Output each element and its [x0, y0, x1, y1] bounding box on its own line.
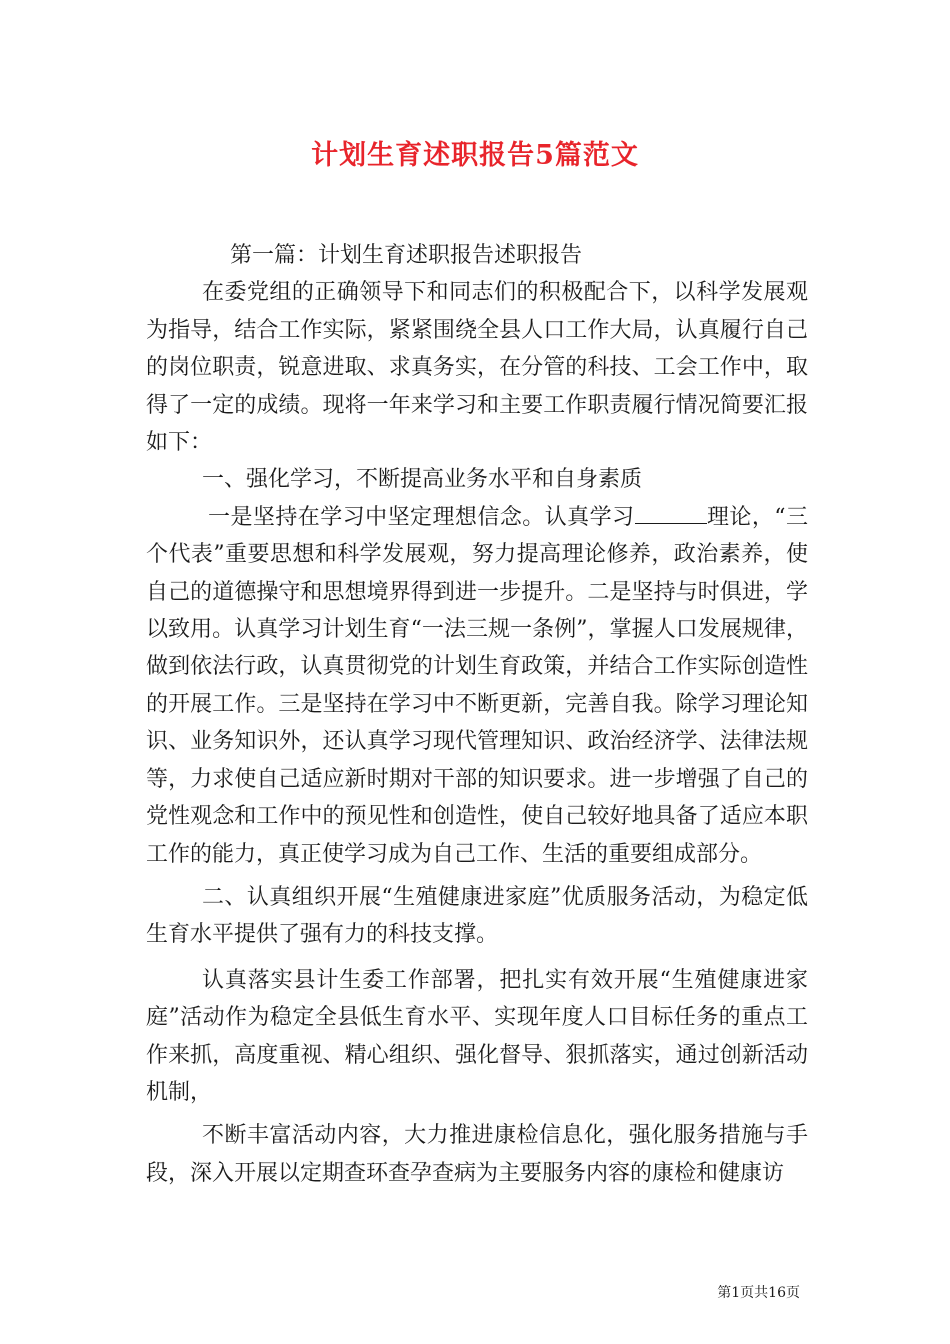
fill-in-blank [635, 501, 707, 524]
page-number-footer: 第1页共16页 [717, 1285, 800, 1301]
document-title: 计划生育述职报告5篇范文 [311, 140, 639, 171]
paragraph-study [146, 499, 808, 873]
heading-two: 二、认真组织开展“生殖健康进家庭”优质服务活动，为稳定低生育水平提供了强有力的科技支撑。 [146, 884, 808, 948]
paragraph-study-start: 一是坚持在学习中坚定理想信念。认真学习 [208, 504, 635, 530]
paragraph-activities: 不断丰富活动内容，大力推进康检信息化，强化服务措施与手段，深入开展以定期查环查孕查病为主要服务内容的康检和健康访 [146, 1123, 808, 1186]
paragraph-implementation: 认真落实县计生委工作部署，把扎实有效开展“生殖健康进家庭”活动作为稳定全县低生育水平、实现年度人口目标任务的重点工作来抓，高度重视、精心组织、强化督导、狠抓落实，通过创新活动机制， [146, 967, 808, 1105]
document-body [146, 237, 808, 1192]
paragraph-intro: 在委党组的正确领导下和同志们的积极配合下，以科学发展观为指导，结合工作实际，紧紧围绕全县人口工作大局，认真履行自己的岗位职责，锐意进取、求真务实，在分管的科技、工会工作中，取得了一定的成绩。现将一年来学习和主要工作职责履行情况简要汇报如下： [146, 280, 808, 456]
paragraph-study-rest: 理论，“三个代表”重要思想和科学发展观，努力提高理论修养，政治素养，使自己的道德操守和思想境界得到进一步提升。二是坚持与时俱进，学以致用。认真学习计划生育“一法三规一条例”，掌握人口发展规律，做到依法行政，认真贯彻党的计划生育政策，并结合工作实际创造性的开展工作。三是坚持在学习中不断更新，完善自我。除学习理论知识、业务知识外，还认真学习现代管理知识、政治经济学、法律法规等，力求使自己适应新时期对干部的知识要求。进一步增强了自己的党性观念和工作中的预见性和创造性，使自己较好地具备了适应本职工作的能力，真正使学习成为自己工作、生活的重要组成部分。 [146, 504, 808, 867]
section-heading: 第一篇：计划生育述职报告述职报告 [230, 243, 583, 268]
heading-one: 一、强化学习，不断提高业务水平和自身素质 [202, 467, 643, 493]
